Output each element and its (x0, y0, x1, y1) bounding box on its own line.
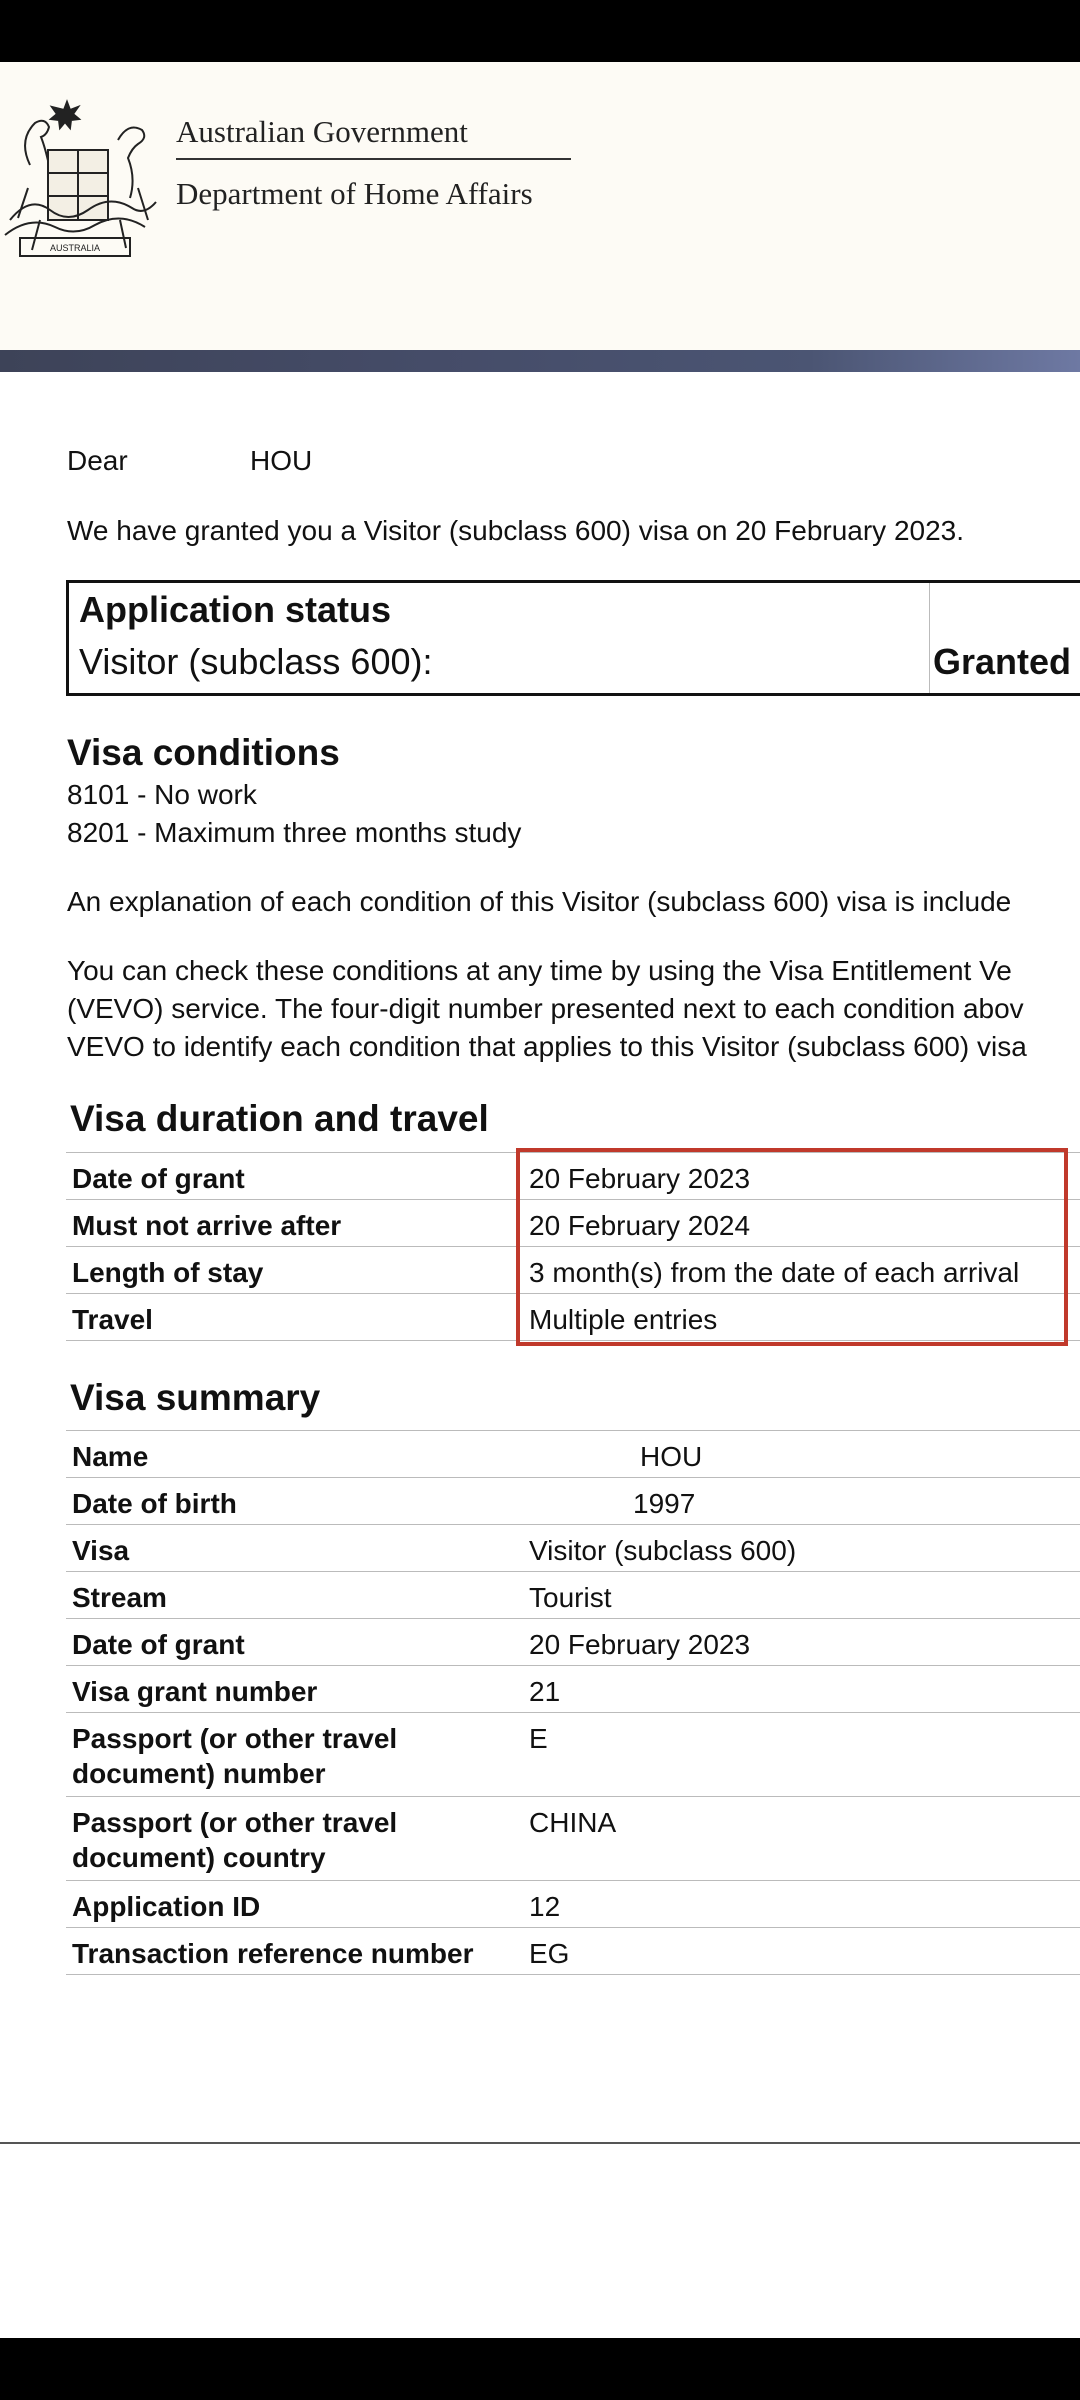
row-label: Application ID (72, 1891, 261, 1922)
application-status-label: Visitor (subclass 600): (79, 641, 433, 682)
table-row (66, 1525, 1080, 1572)
row-value: 21 (529, 1676, 561, 1707)
row-label: Length of stay (72, 1257, 264, 1288)
table-row (66, 1797, 1080, 1881)
table-row (66, 1572, 1080, 1619)
row-value: Visitor (subclass 600) (529, 1535, 797, 1566)
condition-item: 8101 - No work (67, 779, 257, 810)
highlight-box (516, 1148, 1068, 1346)
table-row (66, 1881, 1080, 1928)
table-row (66, 1619, 1080, 1666)
row-value: CHINA (529, 1807, 617, 1838)
grant-intro: We have granted you a Visitor (subclass 600) visa on 20 February 2023. (67, 515, 965, 546)
row-value: 1997 (633, 1488, 696, 1519)
row-label: Visa (72, 1535, 130, 1566)
row-label: Passport (or other travel document) number (72, 1723, 398, 1789)
row-value: 3 month(s) from the date of each arrival (529, 1257, 1020, 1288)
row-label: Date of grant (72, 1163, 245, 1194)
row-label: Date of grant (72, 1629, 245, 1660)
visa-duration-title: Visa duration and travel (70, 1098, 489, 1139)
row-value: Tourist (529, 1582, 612, 1613)
status-divider (929, 583, 930, 693)
recipient-name: HOU (250, 445, 313, 476)
application-status-value: Granted (933, 641, 1072, 682)
row-value: 20 February 2024 (529, 1210, 751, 1241)
row-value: HOU (640, 1441, 703, 1472)
application-status-title: Application status (79, 589, 392, 630)
footer-divider (0, 2142, 1080, 2144)
conditions-explanation: An explanation of each condition of this Visitor (subclass 600) visa is include (67, 886, 1012, 917)
row-value: 12 (529, 1891, 561, 1922)
row-value: 20 February 2023 (529, 1629, 751, 1660)
table-row (66, 1431, 1080, 1478)
row-label: Passport (or other travel document) country (72, 1807, 398, 1873)
application-status-box (66, 580, 1080, 696)
coat-of-arms-icon (0, 70, 165, 280)
visa-summary-title: Visa summary (70, 1377, 321, 1418)
row-label: Stream (72, 1582, 167, 1613)
bottom-black-bar (0, 2338, 1080, 2400)
header-band (0, 350, 1080, 372)
department-name: Department of Home Affairs (176, 176, 533, 211)
condition-item: 8201 - Maximum three months study (67, 817, 522, 848)
salutation: Dear (67, 445, 128, 476)
row-value: E (529, 1723, 548, 1754)
row-label: Name (72, 1441, 149, 1472)
row-label: Must not arrive after (72, 1210, 342, 1241)
vevo-line: You can check these conditions at any time by using the Visa Entitlement Ve (67, 955, 1012, 986)
table-row (66, 1666, 1080, 1713)
table-row (66, 1928, 1080, 1975)
table-row (66, 1713, 1080, 1797)
top-black-bar (0, 0, 1080, 62)
visa-conditions-title: Visa conditions (67, 732, 340, 773)
svg-text:AUSTRALIA: AUSTRALIA (49, 243, 101, 253)
visa-summary-table (66, 1430, 1080, 1975)
table-row (66, 1478, 1080, 1525)
row-label: Transaction reference number (72, 1938, 474, 1969)
government-name: Australian Government (176, 114, 468, 149)
row-label: Travel (72, 1304, 153, 1335)
row-value: 20 February 2023 (529, 1163, 751, 1194)
row-value: Multiple entries (529, 1304, 718, 1335)
row-value: EG (529, 1938, 570, 1969)
row-label: Date of birth (72, 1488, 237, 1519)
vevo-line: VEVO to identify each condition that applies to this Visitor (subclass 600) visa (67, 1031, 1027, 1062)
row-label: Visa grant number (72, 1676, 318, 1707)
letterhead-divider (176, 158, 571, 160)
vevo-line: (VEVO) service. The four-digit number presented next to each condition abov (67, 993, 1024, 1024)
